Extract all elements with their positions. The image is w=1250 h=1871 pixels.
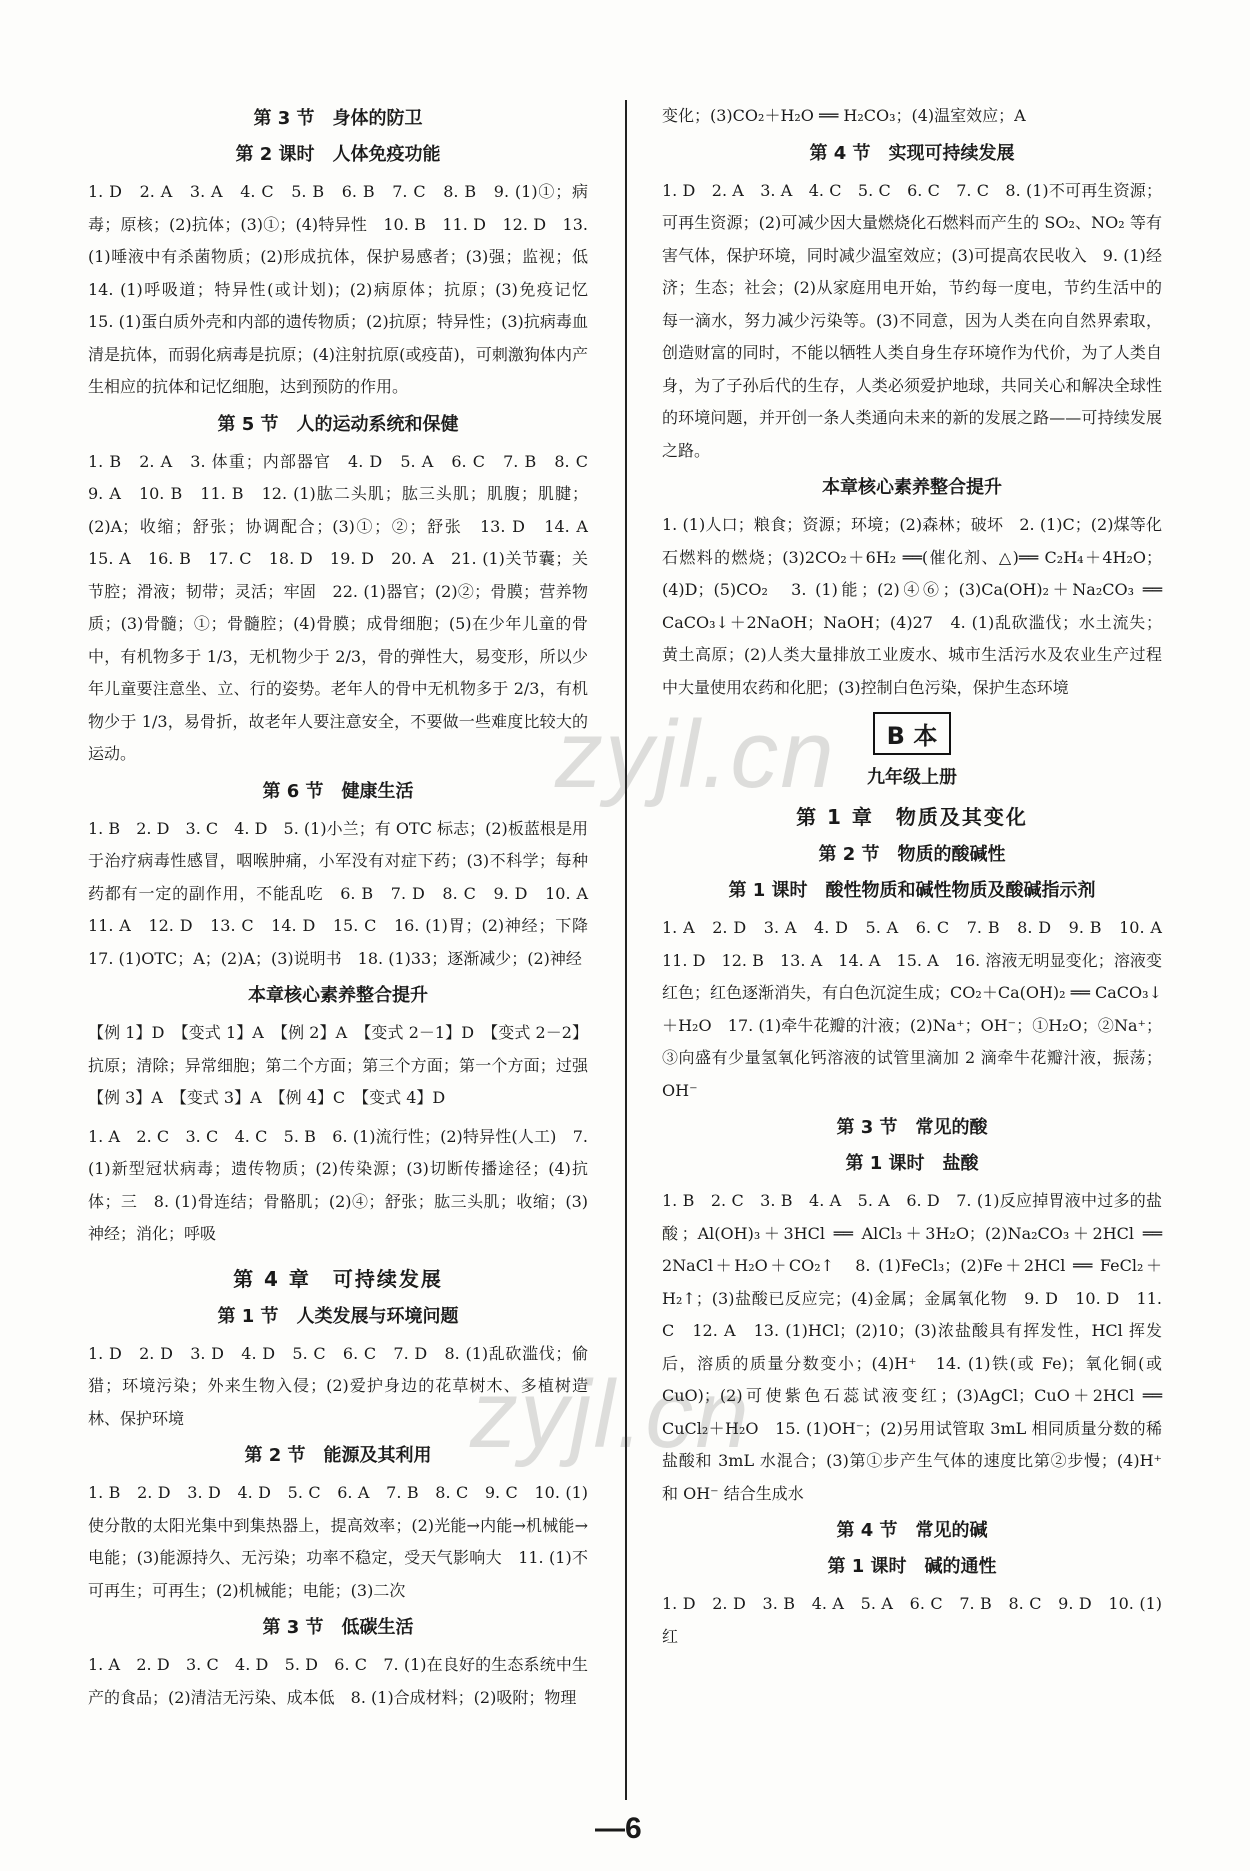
answer-paragraph: 1. D 2. D 3. B 4. A 5. A 6. C 7. B 8. C 9. D 10. (1)红: [662, 1594, 1162, 1646]
section-heading: 第 3 节 身体的防卫: [253, 108, 423, 129]
section-heading: 第 4 节 常见的碱: [836, 1520, 988, 1541]
section-heading: 第 2 节 能源及其利用: [244, 1445, 432, 1466]
answer-paragraph: 【例 1】D 【变式 1】A 【例 2】A 【变式 2－1】D 【变式 2－2】抗原；清除；异常细胞；第二个方面；第三个方面；第一个方面；过强 【例 3】A 【变式 3】A 【例 4】C 【变式 4】D: [88, 1023, 605, 1107]
answer-paragraph: 1. D 2. A 3. A 4. C 5. B 6. B 7. C 8. B 9. (1)①；病毒；原核；(2)抗体；(3)①；(4)特异性 10. B 11. D 12. D 13. (1)唾液中有杀菌物质；(2)形成抗体，保护易感者；(3)强；监视；低 14. (1)呼吸道；特异性(或计划)；(2)病原体；抗原；(3)免疫记忆 15. (1)蛋白质外壳和内部的遗传物质；(2)抗原；特异性；(3)抗病毒血清是抗体，而弱化病毒是抗原；(4)注射抗原(或疫苗)，可刺激狗体内产生相应的抗体和记忆细胞，达到预防的作用。: [88, 182, 605, 396]
section-heading: 第 2 节 物质的酸碱性: [818, 844, 1006, 865]
section-heading: 第 3 节 常见的酸: [836, 1117, 988, 1138]
section-heading: 第 1 课时 盐酸: [845, 1153, 979, 1174]
answer-paragraph: 1. B 2. D 3. C 4. D 5. (1)小兰；有 OTC 标志；(2)板蓝根是用于治疗病毒性感冒，咽喉肿痛，小军没有对症下药；(3)不科学；每种药都有一定的副作用，不能乱吃 6. B 7. D 8. C 9. D 10. A 11. A 12. D 13. C 14. D 15. C 16. (1)胃；(2)神经；下降 17. (1)OTC；A；(2)A；(3)说明书 18. (1)33；逐渐减少；(2)神经: [88, 818, 605, 968]
chapter-heading: 第 4 章 可持续发展: [233, 1266, 443, 1291]
answer-paragraph: 1. D 2. A 3. A 4. C 5. C 6. C 7. C 8. (1)不可再生资源；可再生资源；(2)可减少因大量燃烧化石燃料而产生的 SO₂、NO₂ 等有害气体，保护环境，同时减少温室效应；(3)可提高农民收入 9. (1)经济；生态；社会；(2)从家庭用电开始，节约每一度电，节约生活中的每一滴水，努力减少污染等。(3)不同意，因为人类在向自然界索取，创造财富的同时，不能以牺牲人类自身生存环境作为代价，为了人类自身，为了子孙后代的生存，人类必须爱护地球，共同关心和解决全球性的环境问题，并开创一条人类通向未来的新的发展之路——可持续发展之路。: [662, 180, 1162, 460]
section-box-label: B 本: [873, 712, 952, 755]
answer-paragraph: 1. A 2. D 3. A 4. D 5. A 6. C 7. B 8. D 9. B 10. A 11. D 12. B 13. A 14. A 15. A 16. 溶液无明显变化；溶液变红色；红色逐渐消失，有白色沉淀生成；CO₂＋Ca(OH)₂ ══ CaCO₃↓＋H₂O 17. (1)牵牛花瓣的汁液；(2)Na⁺；OH⁻；①H₂O；②Na⁺；③向盛有少量氢氧化钙溶液的试管里滴加 2 滴牵牛花瓣汁液，振荡；OH⁻: [662, 918, 1179, 1100]
answer-paragraph: 1. D 2. D 3. D 4. D 5. C 6. C 7. D 8. (1)乱砍滥伐；偷猎；环境污染；外来生物入侵；(2)爱护身边的花草树木、多植树造林、保护环境: [88, 1343, 588, 1428]
section-heading: 九年级上册: [867, 767, 957, 788]
page-number: —6: [595, 1812, 642, 1845]
answer-paragraph: 1. B 2. D 3. D 4. D 5. C 6. A 7. B 8. C 9. C 10. (1)使分散的太阳光集中到集热器上，提高效率；(2)光能→内能→机械能→电能；(3)能源持久、无污染；功率不稳定，受天气影响大 11. (1)不可再生；可再生；(2)机械能；电能；(3)二次: [88, 1483, 588, 1600]
watermark: zyjl.cn: [555, 701, 836, 808]
chapter-heading: 第 1 章 物质及其变化: [796, 805, 1028, 829]
section-heading: 第 1 课时 碱的通性: [827, 1556, 997, 1577]
section-heading: 本章核心素养整合提升: [248, 985, 428, 1006]
answer-paragraph: 1. A 2. D 3. C 4. D 5. D 6. C 7. (1)在良好的生态系统中生产的食品；(2)清洁无污染、成本低 8. (1)合成材料；(2)吸附；物理: [88, 1655, 588, 1707]
watermark: zyjl.cn: [470, 1361, 751, 1468]
section-heading: 第 2 课时 人体免疫功能: [235, 144, 441, 165]
column-divider: [625, 100, 627, 1800]
answer-paragraph: 1. B 2. A 3. 体重；内部器官 4. D 5. A 6. C 7. B 8. C 9. A 10. B 11. B 12. (1)肱二头肌；肱三头肌；肌腹；肌腱；(2)A；收缩；舒张；协调配合；(3)①；②；舒张 13. D 14. A 15. A 16. B 17. C 18. D 19. D 20. A 21. (1)关节囊；关节腔；滑液；韧带；灵活；牢固 22. (1)器官；(2)②；骨膜；营养物质；(3)骨髓；①；骨髓腔；(4)骨膜；成骨细胞；(5)在少年儿童的骨中，有机物多于 1/3，无机物少于 2/3，骨的弹性大，易变形，所以少年儿童要注意坐、立、行的姿势。老年人的骨中无机物多于 2/3，有机物少于 1/3，易骨折，故老年人要注意安全，不要做一些难度比较大的运动。: [88, 451, 605, 763]
answer-paragraph: 1. (1)人口；粮食；资源；环境；(2)森林；破坏 2. (1)C；(2)煤等化石燃料的燃烧；(3)2CO₂＋6H₂ ══(催化剂、△)══ C₂H₄＋4H₂O；(4)D；(5)CO₂ 3. (1)能；(2)④⑥；(3)Ca(OH)₂＋Na₂CO₃ ══ CaCO₃↓＋2NaOH；NaOH；(4)27 4. (1)乱砍滥伐；水土流失；黄土高原；(2)人类大量排放工业废水、城市生活污水及农业生产过程中大量使用农药和化肥；(3)控制白色污染，保护生态环境: [662, 515, 1162, 697]
section-heading: 第 4 节 实现可持续发展: [809, 142, 1015, 164]
section-heading: 本章核心素养整合提升: [822, 477, 1002, 498]
section-heading: 第 1 课时 酸性物质和碱性物质及酸碱指示剂: [728, 880, 1096, 901]
section-heading: 第 6 节 健康生活: [262, 780, 414, 802]
section-heading: 第 5 节 人的运动系统和保健: [217, 413, 459, 435]
section-heading: 第 3 节 低碳生活: [262, 1617, 414, 1638]
section-heading: 第 1 节 人类发展与环境问题: [217, 1305, 459, 1327]
answer-paragraph: 1. B 2. C 3. B 4. A 5. A 6. D 7. (1)反应掉胃液中过多的盐酸；Al(OH)₃＋3HCl ══ AlCl₃＋3H₂O；(2)Na₂CO₃＋2HCl ══ 2NaCl＋H₂O＋CO₂↑ 8. (1)FeCl₃；(2)Fe＋2HCl ══ FeCl₂＋H₂↑；(3)盐酸已反应完；(4)金属；金属氧化物 9. D 10. D 11. C 12. A 13. (1)HCl；(2)10；(3)浓盐酸具有挥发性，HCl 挥发后，溶质的质量分数变小；(4)H⁺ 14. (1)铁(或 Fe)；氧化铜(或 CuO)；(2)可使紫色石蕊试液变红；(3)AgCl；CuO＋2HCl ══ CuCl₂＋H₂O 15. (1)OH⁻；(2)另用试管取 3mL 相同质量分数的稀盐酸和 3mL 水混合；(3)第①步产生气体的速度比第②步慢；(4)H⁺ 和 OH⁻ 结合生成水: [662, 1191, 1162, 1503]
answer-paragraph: 1. A 2. C 3. C 4. C 5. B 6. (1)流行性；(2)特异性(人工) 7. (1)新型冠状病毒；遗传物质；(2)传染源；(3)切断传播途径；(4)抗体；三 8. (1)骨连结；骨骼肌；(2)④；舒张；肱三头肌；收缩；(3)神经；消化；呼吸: [88, 1126, 588, 1243]
answer-paragraph: 变化；(3)CO₂＋H₂O ══ H₂CO₃；(4)温室效应；A: [662, 106, 1026, 125]
left-column: [88, 100, 605, 1720]
